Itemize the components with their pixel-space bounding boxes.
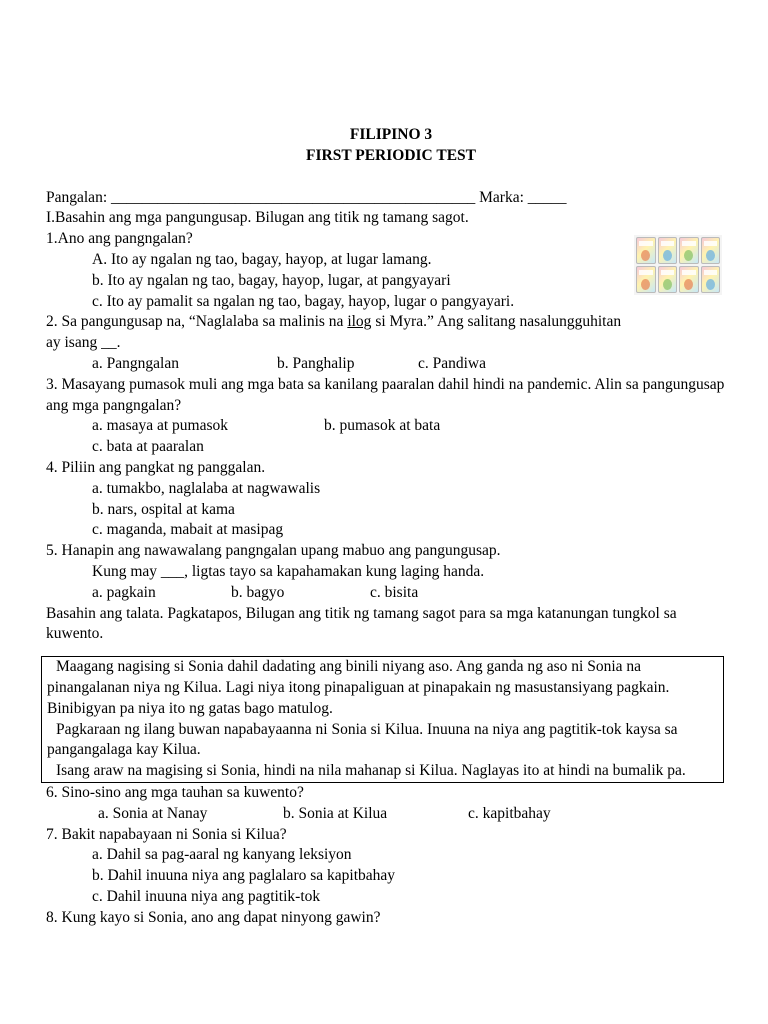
q4-option-a[interactable]: a. tumakbo, naglalaba at nagwawalis — [92, 479, 321, 497]
name-score-line — [46, 188, 736, 209]
question-1: 1.Ano ang pangngalan? — [46, 230, 193, 248]
question-2 — [46, 312, 736, 333]
q2-option-c[interactable]: c. Pandiwa — [418, 354, 487, 372]
part2-instruction: Basahin ang talata. Pagkatapos, Bilugan ang titik ng tamang sagot para sa mga katanungan tungkol sa kuwento. — [46, 604, 677, 643]
q7-option-a[interactable]: a. Dahil sa pag-aaral ng kanyang leksiyon — [92, 846, 352, 864]
q3-options — [46, 416, 736, 437]
subject-title: FILIPINO 3 — [349, 126, 433, 143]
q5-option-b[interactable]: b. bagyo — [231, 583, 285, 601]
test-title: FIRST PERIODIC TEST — [306, 146, 476, 164]
q3-option-c[interactable]: c. bata at paaralan — [92, 438, 204, 456]
q2-option-b[interactable]: b. Panghalip — [277, 354, 355, 372]
q2-text-after: si Myra.” Ang salitang nasalungguhitan — [371, 313, 622, 331]
q1-option-b[interactable]: b. Ito ay ngalan ng tao, bagay, hayop, lugar, at pangyayari — [92, 271, 451, 289]
q2-underlined-word: ilog — [347, 313, 372, 331]
passage-paragraph-3: Isang araw na magising si Sonia, hindi na nila mahanap si Kilua. Naglayas ito at hindi na bumalik pa. — [56, 762, 686, 780]
question-8: 8. Kung kayo si Sonia, ano ang dapat ninyong gawin? — [46, 908, 381, 926]
question-6: 6. Sino-sino ang mga tauhan sa kuwento? — [46, 783, 304, 801]
question-3: 3. Masayang pumasok muli ang mga bata sa kanilang paaralan dahil hindi na pandemic. Alin sa pangungusap ang mga pangngalan? — [46, 375, 725, 414]
passage-paragraph-1: Maagang nagising si Sonia dahil dadating ang binili niyang aso. Ang ganda ng aso ni Sonia na pinangalanan niya ng Kilua. Lagi niya itong pinapaliguan at pinapakain ng masustansiyang pagkain. Binibigyan pa niya ito ng gatas bago matulog. — [47, 658, 670, 717]
q7-option-b[interactable]: b. Dahil inuuna niya ang paglalaro sa kapitbahay — [92, 867, 396, 885]
q7-option-c[interactable]: c. Dahil inuuna niya ang pagtitik-tok — [92, 887, 321, 905]
story-passage-box — [41, 656, 724, 783]
question-5: 5. Hanapin ang nawawalang pangngalan upang mabuo ang pangungusap. — [46, 542, 501, 560]
q6-option-c[interactable]: c. kapitbahay — [468, 804, 551, 822]
question-7: 7. Bakit napabayaan ni Sonia si Kilua? — [46, 825, 287, 843]
q3-option-a[interactable]: a. masaya at pumasok — [92, 417, 229, 435]
q4-option-c[interactable]: c. maganda, mabait at masipag — [92, 521, 284, 539]
part1-instruction: I.Basahin ang mga pangungusap. Bilugan ang titik ng tamang sagot. — [46, 209, 469, 227]
q6-option-a[interactable]: a. Sonia at Nanay — [98, 804, 208, 822]
name-label: Pangalan: — [46, 188, 108, 206]
q2-option-a[interactable]: a. Pangngalan — [92, 354, 179, 372]
q4-option-b[interactable]: b. nars, ospital at kama — [92, 500, 235, 518]
q1-option-c[interactable]: c. Ito ay pamalit sa ngalan ng tao, bagay, hayop, lugar o pangyayari. — [92, 292, 515, 310]
name-field[interactable]: _______________________________________________ — [111, 188, 476, 206]
q6-option-b[interactable]: b. Sonia at Kilua — [283, 804, 388, 822]
q5-option-a[interactable]: a. pagkain — [92, 583, 156, 601]
q3-option-b[interactable]: b. pumasok at bata — [324, 417, 441, 435]
q2-text-before: 2. Sa pangungusap na, “Naglalaba sa malinis na — [46, 313, 348, 331]
q2-options — [46, 354, 736, 375]
score-label: Marka: — [479, 188, 524, 206]
passage-paragraph-2: Pagkaraan ng ilang buwan napabayaanna ni Sonia si Kilua. Inuuna na niya ang pagtitik-tok kaysa sa pangangalaga kay Kilua. — [47, 720, 678, 759]
q1-option-a[interactable]: A. Ito ay ngalan ng tao, bagay, hayop, at lugar lamang. — [92, 250, 432, 268]
test-page — [46, 125, 736, 928]
score-field[interactable]: _____ — [527, 188, 567, 206]
question-2-line2: ay isang __. — [46, 334, 121, 352]
q5-option-c[interactable]: c. bisita — [370, 583, 419, 601]
question-4: 4. Piliin ang pangkat ng panggalan. — [46, 458, 266, 476]
q5-options — [46, 583, 736, 604]
q5-sentence: Kung may ___, ligtas tayo sa kapahamakan kung laging handa. — [92, 562, 485, 580]
q6-options — [46, 804, 736, 825]
